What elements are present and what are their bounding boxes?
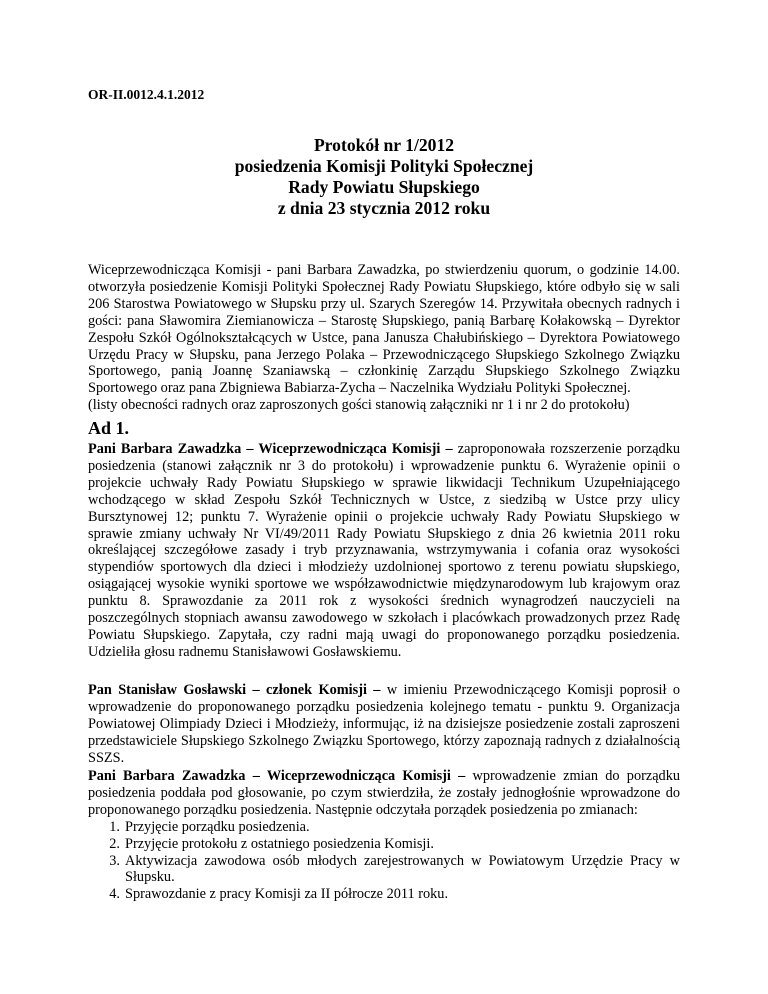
paragraph-text: wprowadzenie zmian do porządku posiedzenia poddała pod głosowanie, po czym stwierdziła, że zostały jednogłośnie wprowadzone do proponowanego porządku posiedzenia. Następnie odczytała porządek posiedzenia po zmianach: bbox=[88, 768, 680, 818]
agenda-text: Sprawozdanie z pracy Komisji za II półrocze 2011 roku. bbox=[125, 886, 449, 903]
agenda-text: Przyjęcie protokołu z ostatniego posiedzenia Komisji. bbox=[125, 835, 434, 852]
attendance-note: (listy obecności radnych oraz zaproszonych gości stanowią załączniki nr 1 i nr 2 do protokołu) bbox=[88, 397, 630, 414]
agenda-number: 4. bbox=[109, 886, 120, 903]
agenda-item bbox=[88, 836, 680, 853]
title-line-2: posiedzenia Komisji Polityki Społecznej bbox=[234, 156, 534, 176]
intro-section bbox=[88, 262, 680, 414]
title-line-4: z dnia 23 stycznia 2012 roku bbox=[277, 198, 491, 218]
goslawski-section bbox=[88, 682, 680, 767]
speaker-name: Pani Barbara Zawadzka – Wiceprzewodnicząca Komisji – bbox=[88, 768, 466, 784]
agenda-text: Przyjęcie porządku posiedzenia. bbox=[125, 818, 310, 835]
agenda-number: 3. bbox=[109, 852, 120, 869]
document-number: OR-II.0012.4.1.2012 bbox=[88, 87, 205, 102]
speaker-name: Pan Stanisław Gosławski – członek Komisji – bbox=[88, 682, 381, 698]
speaker-name: Pani Barbara Zawadzka – Wiceprzewodnicząca Komisji – bbox=[88, 441, 453, 457]
title-line-3: Rady Powiatu Słupskiego bbox=[288, 177, 480, 197]
agenda-section bbox=[88, 768, 680, 903]
agenda-text: Aktywizacja zawodowa osób młodych zarejestrowanych w Powiatowym Urzędzie Pracy w Słupsku. bbox=[125, 852, 680, 886]
vote-paragraph bbox=[88, 768, 680, 819]
ad1-paragraph bbox=[88, 441, 680, 661]
agenda-item bbox=[88, 819, 680, 836]
paragraph-text: w imieniu Przewodniczącego Komisji poprosił o wprowadzenie do proponowanego porządku posiedzenia kolejnego tematu - punktu 9. Organizacja Powiatowej Olimpiady Dzieci i Młodzieży, informując, iż na dzisiejsze posiedzenie zostali zaproszeni przedstawiciele Słupskiego Szkolnego Związku Sportowego, którzy zapoznają radnych z działalnością SSZS. bbox=[88, 682, 680, 766]
intro-paragraph: Wiceprzewodnicząca Komisji - pani Barbara Zawadzka, po stwierdzeniu quorum, o godzinie 14.00. otworzyła posiedzenie Komisji Polityki Społecznej Rady Powiatu Słupskiego, które odbyło się w sali 206 Starostwa Powiatowego w Słupsku przy ul. Szarych Szeregów 14. Przywitała obecnych radnych i gości: pana Sławomira Ziemianowicza – Starostę Słupskiego, panią Barbarę Kołakowską – Dyrektor Zespołu Szkół Ogólnokształcących w Ustce, pana Janusza Chałubińskiego – Dyrektora Powiatowego Urzędu Pracy w Słupsku, pana Jerzego Polaka – Przewodniczącego Słupskiego Szkolnego Związku Sportowego, panią Joannę Szaniawską – członkinię Zarządu Słupskiego Szkolnego Związku Sportowego oraz pana Zbigniewa Babiarza-Zycha – Naczelnika Wydziału Polityki Społecznej. bbox=[88, 262, 680, 397]
ad1-section bbox=[88, 441, 680, 661]
goslawski-paragraph bbox=[88, 682, 680, 767]
section-heading: Ad 1. bbox=[88, 418, 130, 438]
agenda-item bbox=[88, 853, 680, 887]
paragraph-text: zaproponowała rozszerzenie porządku posiedzenia (stanowi załącznik nr 3 do protokołu) i wprowadzenie punktu 6. Wyrażenie opinii o projekcie uchwały Rady Powiatu Słupskiego w sprawie likwidacji Technikum Uzupełniającego wchodzącego w skład Zespołu Szkół Technicznych w Ustce, z siedzibą w Ustce przy ulicy Bursztynowej 12; punktu 7. Wyrażenie opinii o projekcie uchwały Rady Powiatu Słupskiego w sprawie zmiany uchwały Nr VI/49/2011 Rady Powiatu Słupskiego z dnia 26 kwietnia 2011 roku określającej szczegółowe zasady i tryb przyznawania, wstrzymywania i cofania oraz wysokości stypendiów sportowych dla dzieci i młodzieży uzdolnionej sportowo z terenu powiatu słupskiego, osiągającej wysokie wyniki sportowe we współzawodnictwie międzynarodowym lub krajowym oraz punktu 8. Sprawozdanie za 2011 rok z wysokości średnich wynagrodzeń nauczycieli na poszczególnych stopniach awansu zawodowego w szkołach i placówkach prowadzonych przez Radę Powiatu Słupskiego. Zapytała, czy radni mają uwagi do proponowanego porządku posiedzenia. Udzieliła głosu radnemu Stanisławowi Gosławskiemu. bbox=[88, 441, 680, 660]
agenda-list bbox=[88, 819, 680, 904]
agenda-item bbox=[88, 886, 680, 903]
agenda-number: 1. bbox=[109, 818, 120, 835]
title-line-1: Protokół nr 1/2012 bbox=[313, 135, 455, 155]
agenda-number: 2. bbox=[109, 835, 120, 852]
document-title bbox=[88, 135, 680, 219]
